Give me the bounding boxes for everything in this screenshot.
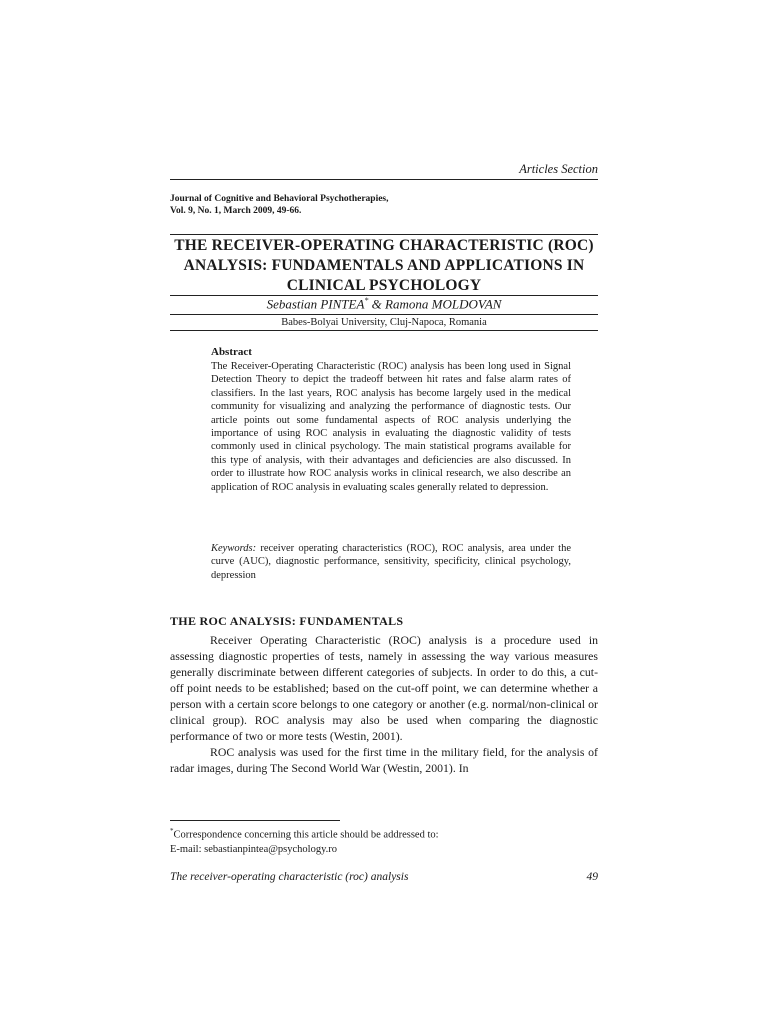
author-1: Sebastian PINTEA <box>266 296 365 312</box>
footnote-mark: * <box>170 827 174 835</box>
header-rule <box>170 179 598 180</box>
author-1-footnote-mark: * <box>364 296 369 305</box>
body-paragraph: Receiver Operating Characteristic (ROC) analysis is a procedure used in assessing diagnostic properties of tests, namely in assessing the way various measures generally discriminate between different categories of subjects. In order to do this, a cut-off point needs to be established; based on the cut-off point, we can determine whether a person with a certain score belongs to one category or another (e.g. normal/non-clinical or clinical group). ROC analysis may also be used when comparing the diagnostic performance of two or more tests (Westin, 2001). <box>170 633 598 743</box>
journal-citation <box>170 193 598 217</box>
author-2: Ramona MOLDOVAN <box>385 296 502 312</box>
footnote-rule <box>170 820 340 821</box>
title-top-rule <box>170 234 598 235</box>
author-line <box>170 296 598 312</box>
section-label: Articles Section <box>519 162 598 176</box>
journal-line-1: Journal of Cognitive and Behavioral Psychotherapies, <box>170 194 389 204</box>
keywords-label: Keywords: <box>211 543 257 554</box>
affiliation: Babes-Bolyai University, Cluj-Napoca, Romania <box>281 317 487 328</box>
keywords-text: receiver operating characteristics (ROC), ROC analysis, area under the curve (AUC), diagnostic performance, sensitivity, specificity, clinical psychology, depression <box>211 543 571 581</box>
abstract-text: The Receiver-Operating Characteristic (ROC) analysis has been long used in Signal Detection Theory to depict the tradeoff between hit rates and false alarm rates of classifiers. In the last years, ROC analysis has become largely used in the medical community for visualizing and analyzing the performance of diagnostic tests. Our article points out some fundamental aspects of ROC analysis underlying the importance of using ROC analysis in evaluating the diagnostic validity of tests commonly used in clinical psychology. The main statistical programs available for this type of analysis, with their advantages and deficiencies are also discussed. In order to illustrate how ROC analysis works in clinical research, we also describe an application of ROC analysis in evaluating scales generally related to depression. <box>211 361 571 493</box>
running-title: The receiver-operating characteristic (roc) analysis <box>170 871 409 883</box>
affiliation-rule <box>170 330 598 331</box>
abstract-heading: Abstract <box>211 346 252 358</box>
footnote-email: E-mail: sebastianpintea@psychology.ro <box>170 843 338 855</box>
authors-rule <box>170 314 598 315</box>
journal-line-2: Vol. 9, No. 1, March 2009, 49-66. <box>170 206 302 216</box>
footnote <box>170 824 598 857</box>
page-number: 49 <box>586 871 598 883</box>
footnote-line-1: *Correspondence concerning this article should be addressed to: <box>170 827 439 841</box>
article-title: THE RECEIVER-OPERATING CHARACTERISTIC (ROC) ANALYSIS: FUNDAMENTALS AND APPLICATIONS IN CLINICAL PSYCHOLOGY <box>174 237 594 294</box>
body-paragraph: ROC analysis was used for the first time in the military field, for the analysis of radar images, during The Second World War (Westin, 2001). In <box>170 745 598 775</box>
keywords <box>211 542 571 582</box>
body-text <box>170 632 598 776</box>
author-separator: & <box>368 296 386 312</box>
section-heading: THE ROC ANALYSIS: FUNDAMENTALS <box>170 614 404 628</box>
